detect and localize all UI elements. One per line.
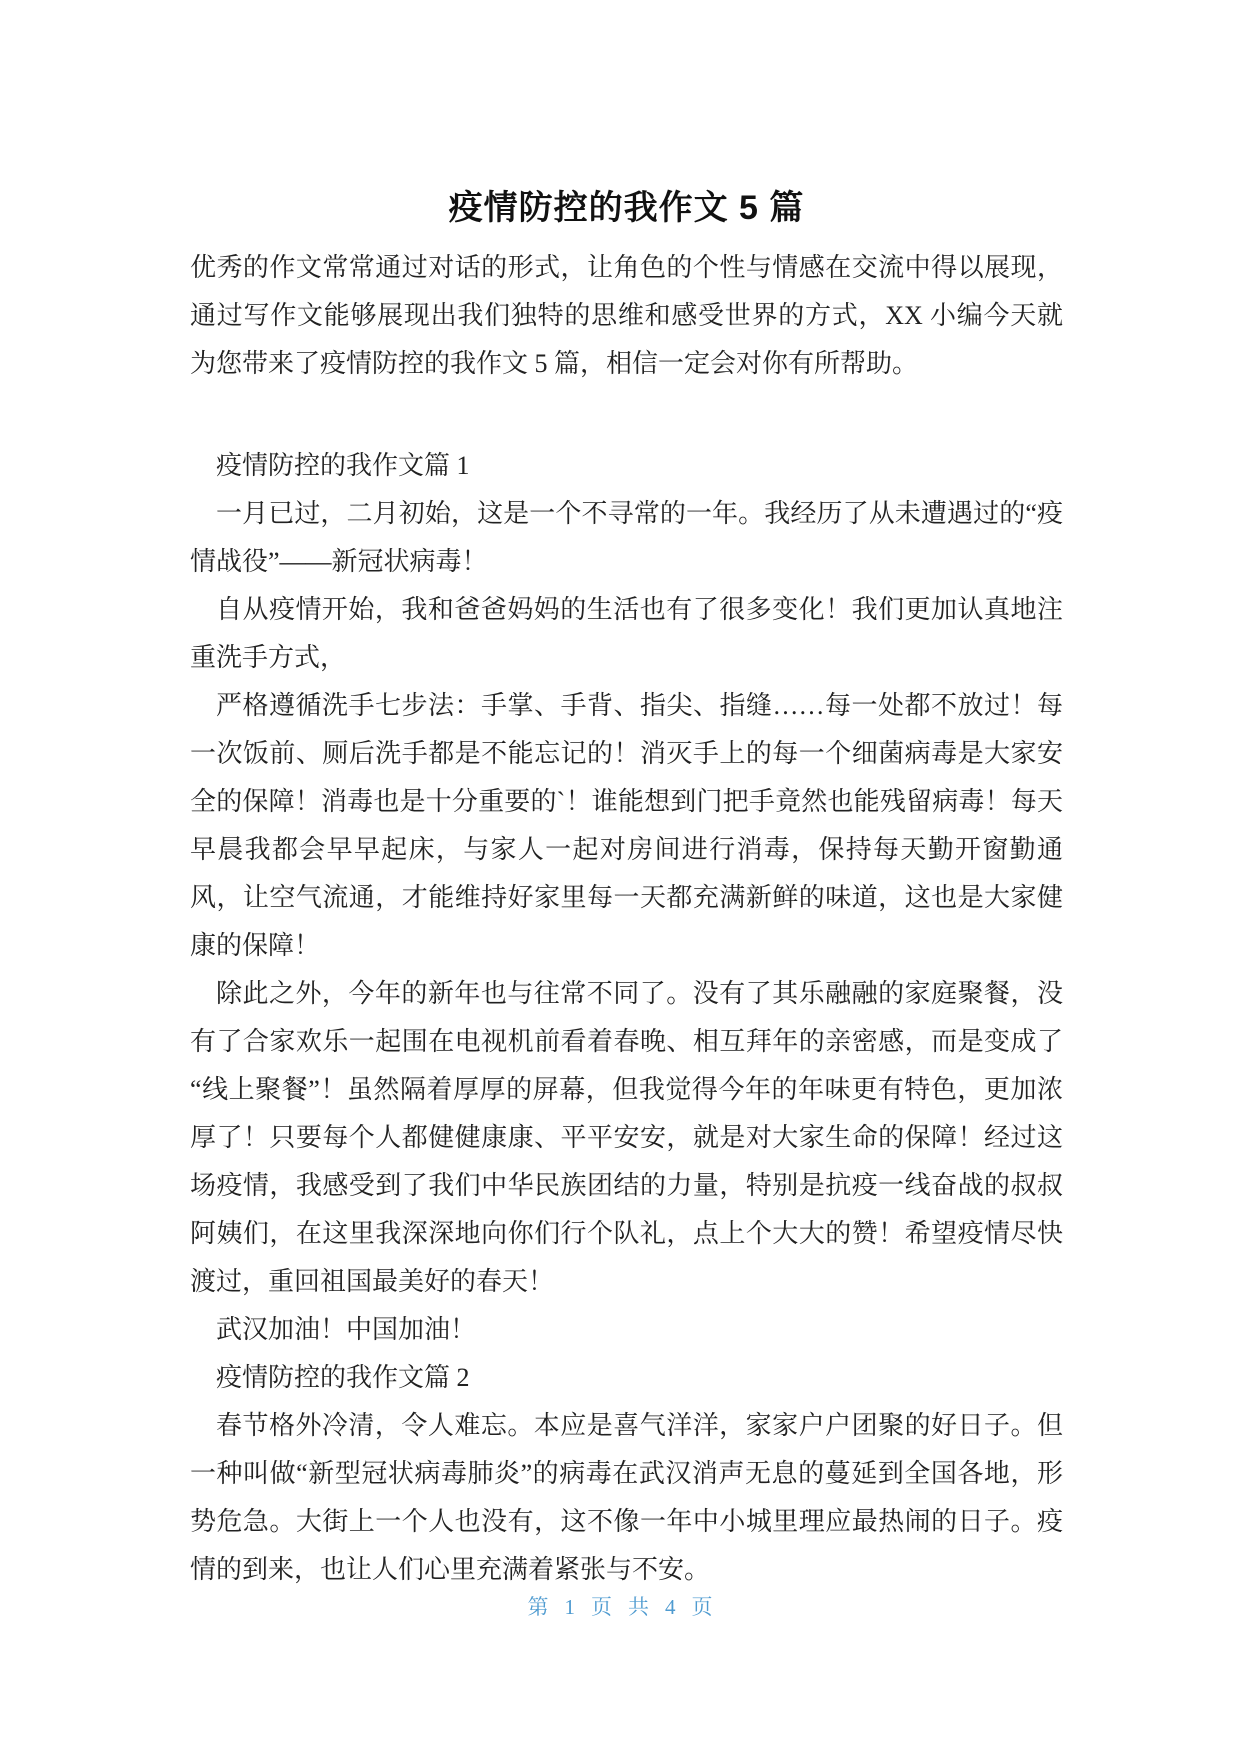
footer-label-total-unit: 页	[691, 1595, 713, 1619]
footer-label-page-unit: 页	[591, 1595, 612, 1619]
section-heading-essay-1: 疫情防控的我作文篇 1	[216, 451, 470, 480]
paragraph: 严格遵循洗手七步法：手掌、手背、指尖、指缝……每一处都不放过！每一次饭前、厕后洗手都是不能忘记的！消灭手上的每一个细菌病毒是大家安全的保障！消毒也是十分重要的`！谁能想到门把手竟然也能残留病毒！每天早晨我都会早早起床，与家人一起对房间进行消毒，保持每天勤开窗勤通风，让空气流通，才能维持好家里每一天都充满新鲜的味道，这也是大家健康的保障！	[190, 691, 1063, 960]
paragraph: 春节格外冷清，令人难忘。本应是喜气洋洋，家家户户团聚的好日子。但一种叫做“新型冠状病毒肺炎”的病毒在武汉消声无息的蔓延到全国各地，形势危急。大街上一个人也没有，这不像一年中小城里理应最热闹的日子。疫情的到来，也让人们心里充满着紧张与不安。	[190, 1411, 1063, 1584]
footer-label-total: 共	[628, 1595, 649, 1619]
paragraph: 一月已过，二月初始，这是一个不寻常的一年。我经历了从未遭遇过的“疫情战役”——新冠状病毒！	[190, 499, 1063, 576]
paragraph: 自从疫情开始，我和爸爸妈妈的生活也有了很多变化！我们更加认真地注重洗手方式，	[190, 595, 1063, 672]
document-content	[190, 0, 1063, 1594]
intro-paragraph: 优秀的作文常常通过对话的形式，让角色的个性与情感在交流中得以展现，通过写作文能够展现出我们独特的思维和感受世界的方式，XX 小编今天就为您带来了疫情防控的我作文 5 篇，相信一定会对你有所帮助。	[190, 253, 1063, 378]
page-footer	[0, 1592, 1240, 1622]
section-heading-essay-2: 疫情防控的我作文篇 2	[216, 1363, 470, 1392]
paragraph: 武汉加油！中国加油！	[216, 1315, 477, 1344]
paragraph: 除此之外，今年的新年也与往常不同了。没有了其乐融融的家庭聚餐，没有了合家欢乐一起围在电视机前看着春晚、相互拜年的亲密感，而是变成了“线上聚餐”！虽然隔着厚厚的屏幕，但我觉得今年的年味更有特色，更加浓厚了！只要每个人都健健康康、平平安安，就是对大家生命的保障！经过这场疫情，我感受到了我们中华民族团结的力量，特别是抗疫一线奋战的叔叔阿姨们，在这里我深深地向你们行个队礼，点上个大大的赞！希望疫情尽快渡过，重回祖国最美好的春天！	[190, 979, 1063, 1296]
footer-total-pages: 4	[665, 1595, 676, 1619]
document-title: 疫情防控的我作文 5 篇	[448, 189, 805, 227]
footer-label-page: 第	[527, 1595, 549, 1619]
footer-current-page: 1	[564, 1595, 575, 1619]
